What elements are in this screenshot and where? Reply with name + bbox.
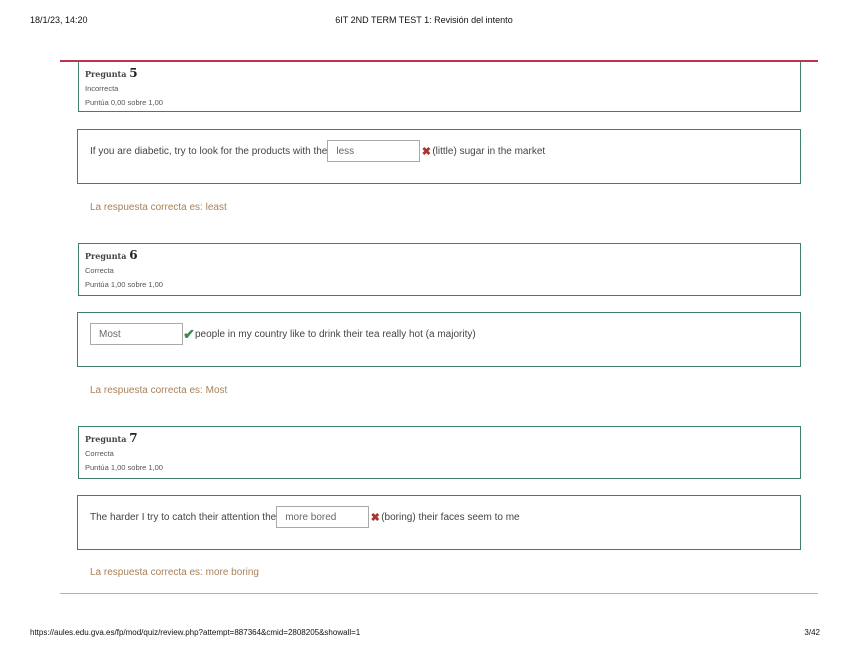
question-state: Correcta	[85, 266, 114, 275]
print-header	[0, 15, 848, 27]
question-content-6	[77, 312, 801, 367]
question-info-7	[78, 426, 801, 479]
question-label: Pregunta	[85, 69, 127, 79]
question-grade: Puntúa 1,00 sobre 1,00	[85, 463, 163, 472]
check-icon: ✔	[183, 325, 195, 342]
print-title: 6IT 2ND TERM TEST 1: Revisión del intento	[335, 15, 513, 25]
correct-answer-feedback: La respuesta correcta es: Most	[90, 385, 228, 396]
question-number: 5	[129, 66, 138, 80]
question-number: 7	[129, 431, 138, 445]
question-label: Pregunta	[85, 434, 127, 444]
text-after-gap: (boring) their faces seem to me	[381, 511, 520, 523]
question-text	[90, 140, 545, 162]
answer-input[interactable]	[327, 140, 420, 162]
text-after-gap: people in my country like to drink their tea really hot (a majority)	[195, 328, 476, 340]
page-url: https://aules.edu.gva.es/fp/mod/quiz/review.php?attempt=887364&cmid=2808205&showall=1	[30, 628, 361, 637]
question-content-5	[77, 129, 801, 184]
correct-answer-feedback: La respuesta correcta es: more boring	[90, 567, 259, 578]
question-heading	[85, 66, 794, 80]
question-info-5	[78, 62, 801, 112]
question-grade: Puntúa 0,00 sobre 1,00	[85, 98, 163, 107]
question-text	[90, 323, 476, 345]
question-text	[90, 506, 520, 528]
text-after-gap: (little) sugar in the market	[432, 145, 546, 157]
answer-input[interactable]	[90, 323, 183, 345]
text-before-gap: The harder I try to catch their attention the	[90, 511, 277, 523]
question-heading	[85, 431, 794, 445]
question-content-7	[77, 495, 801, 550]
text-before-gap: If you are diabetic, try to look for the products with the	[90, 145, 328, 157]
question-grade: Puntúa 1,00 sobre 1,00	[85, 280, 163, 289]
question-number: 6	[129, 248, 138, 262]
bottom-divider	[60, 593, 818, 594]
cross-icon: ✖	[370, 511, 380, 524]
question-state: Incorrecta	[85, 84, 119, 93]
cross-icon: ✖	[421, 145, 431, 158]
question-heading	[85, 248, 794, 262]
question-info-6	[78, 243, 801, 296]
answer-input[interactable]	[276, 506, 369, 528]
page-number: 3/42	[804, 628, 820, 637]
print-date: 18/1/23, 14:20	[30, 15, 88, 25]
question-state: Correcta	[85, 449, 114, 458]
correct-answer-feedback: La respuesta correcta es: least	[90, 202, 227, 213]
question-label: Pregunta	[85, 251, 127, 261]
